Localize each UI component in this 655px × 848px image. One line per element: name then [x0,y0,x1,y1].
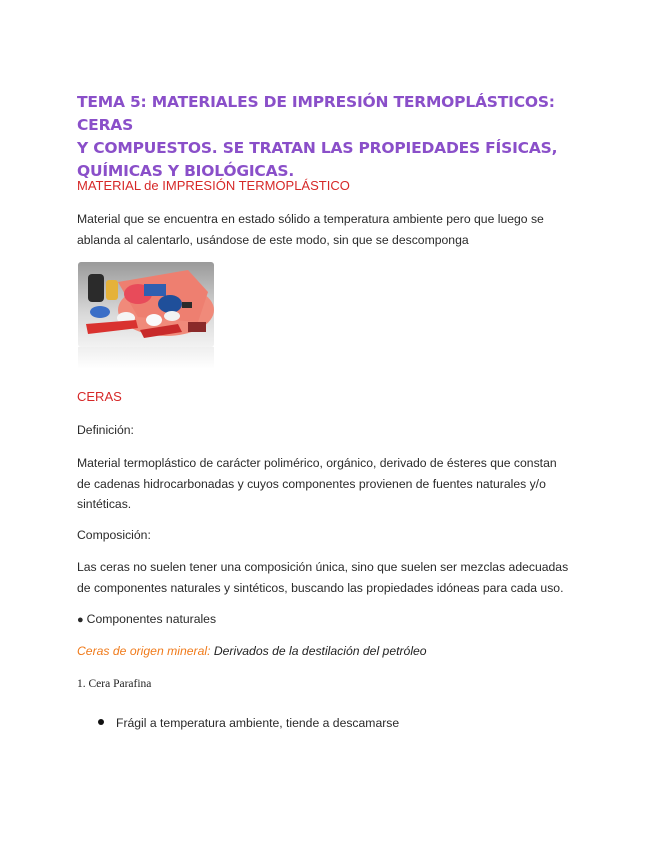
ceras-composition [77,557,582,598]
bullet-text: Componentes naturales [86,612,217,626]
section-heading-ceras: CERAS [77,389,122,404]
photo-illustration [78,262,214,347]
thermoplastic-definition [77,209,582,250]
photo-reflection [78,347,214,369]
definition-label: Definición: [77,423,134,437]
wax-materials-photo [78,262,214,347]
sub-bullet-text: Frágil a temperatura ambiente, tiende a descamarse [116,716,400,730]
mineral-origin-line [77,644,427,658]
title-line-3: QUÍMICAS Y BIOLÓGICAS. [77,162,295,180]
page-title [77,91,597,183]
paragraph-line: sintéticas. [77,497,132,511]
paragraph-line: ablanda al calentarlo, usándose de este modo, sin que se descomponga [77,232,469,247]
paragraph-line: Material que se encuentra en estado sólido a temperatura ambiente pero que luego se [77,212,544,226]
origin-text: Derivados de la destilación del petróleo [213,644,427,658]
sub-bullet-fragile [98,716,399,730]
title-line-1: TEMA 5: MATERIALES DE IMPRESIÓN TERMOPLÁSTICOS: CERAS [77,93,555,134]
bullet-icon [98,719,104,725]
composition-label: Composición: [77,528,151,542]
title-line-2: Y COMPUESTOS. SE TRATAN LAS PROPIEDADES FÍSICAS, [77,139,558,157]
paragraph-line: Las ceras no suelen tener una composición única, sino que suelen ser mezclas adecuadas [77,560,569,574]
paragraph-line: Material termoplástico de carácter polimérico, orgánico, derivado de ésteres que constan [77,456,557,470]
bullet-natural-components [77,612,216,626]
paragraph-line: de componentes naturales y sintéticos, buscando las propiedades idóneas para cada uso. [77,580,564,595]
origin-label: Ceras de origen mineral: [77,644,211,658]
numbered-item-paraffin: 1. Cera Parafina [77,678,152,690]
section-heading-thermoplastic: MATERIAL de IMPRESIÓN TERMOPLÁSTICO [77,178,350,193]
paragraph-line: de cadenas hidrocarbonadas y cuyos componentes provienen de fuentes naturales y/o [77,476,546,491]
bullet-icon: ● [77,614,84,626]
ceras-definition [77,453,582,515]
